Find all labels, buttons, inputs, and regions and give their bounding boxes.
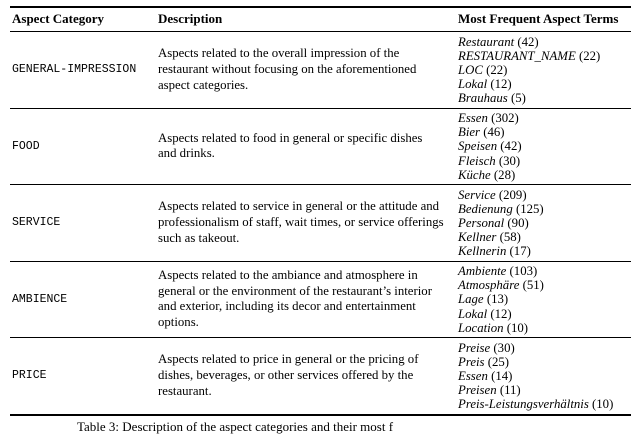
term-text: Ambiente	[458, 264, 507, 279]
term-item	[458, 397, 631, 411]
term-text: LOC	[458, 62, 483, 77]
table-caption: Table 3: Description of the aspect categories and their most f	[77, 419, 394, 434]
aspect-category-label: PRICE	[12, 369, 47, 383]
term-text: Lokal	[458, 77, 488, 92]
term-item	[458, 125, 631, 139]
aspect-category-cell	[10, 34, 156, 106]
description-cell	[156, 34, 456, 106]
term-text: Service	[458, 187, 496, 202]
term-text: Personal	[458, 215, 505, 230]
header-most-frequent-terms: Most Frequent Aspect Terms	[458, 11, 619, 26]
term-text: Preis	[458, 354, 485, 369]
term-count: (90)	[507, 215, 529, 230]
term-count: (302)	[491, 111, 519, 126]
term-item	[458, 168, 631, 182]
table-row	[10, 262, 631, 339]
term-count: (42)	[517, 34, 539, 49]
aspect-category-cell	[10, 111, 156, 183]
description-cell	[156, 264, 456, 336]
aspect-category-cell	[10, 187, 156, 259]
term-item	[458, 188, 631, 202]
term-count: (46)	[483, 125, 505, 140]
term-text: Preise	[458, 340, 491, 355]
aspect-category-cell	[10, 264, 156, 336]
term-count: (30)	[498, 153, 521, 168]
aspect-category-label: FOOD	[12, 139, 40, 153]
terms-cell	[456, 264, 631, 336]
header-aspect-category: Aspect Category	[12, 11, 105, 26]
term-text: Kellnerin	[458, 244, 507, 259]
term-text: Preis-Leistungsverhältnis	[458, 397, 589, 412]
table-row	[10, 109, 631, 186]
term-count: (30)	[493, 340, 515, 355]
term-text: Küche	[458, 167, 491, 182]
term-text: Lokal	[458, 306, 488, 321]
term-count: (22)	[486, 62, 508, 77]
terms-cell	[456, 187, 631, 259]
term-text: Bier	[458, 125, 481, 140]
term-item	[458, 355, 631, 369]
term-item	[458, 91, 631, 105]
term-count: (14)	[491, 368, 513, 383]
term-item	[458, 63, 631, 77]
header-description: Description	[158, 11, 223, 26]
term-text: Preisen	[458, 383, 497, 398]
term-text: Fleisch	[458, 153, 496, 168]
term-count: (42)	[500, 139, 522, 154]
term-text: Lage	[458, 292, 484, 307]
terms-cell	[456, 34, 631, 106]
term-item	[458, 111, 631, 125]
term-count: (25)	[487, 354, 510, 369]
term-item	[458, 264, 631, 278]
term-count: (10)	[506, 320, 529, 335]
term-count: (17)	[509, 244, 531, 259]
term-item	[458, 244, 631, 258]
terms-cell	[456, 340, 631, 412]
description-text: Aspects related to the ambiance and atmosphere in general or the environment of the restaurant’s interior and exterior, including its decor and entertainment options.	[158, 268, 432, 329]
term-item	[458, 216, 631, 230]
description-text: Aspects related to price in general or the pricing of dishes, beverages, or other services offered by the restaurant.	[158, 352, 419, 398]
table-row	[10, 185, 631, 262]
term-text: Location	[458, 320, 504, 335]
term-count: (12)	[490, 77, 512, 92]
term-text: Bedienung	[458, 201, 513, 216]
term-item	[458, 321, 631, 335]
term-count: (13)	[486, 292, 509, 307]
term-text: Atmosphäre	[458, 278, 520, 293]
table-row	[10, 338, 631, 416]
term-count: (5)	[510, 91, 526, 106]
term-item	[458, 383, 631, 397]
term-text: Essen	[458, 111, 488, 126]
term-text: Kellner	[458, 230, 497, 245]
term-item	[458, 202, 631, 216]
term-item	[458, 307, 631, 321]
term-item	[458, 35, 631, 49]
aspect-category-table	[10, 6, 631, 416]
term-item	[458, 369, 631, 383]
terms-cell	[456, 111, 631, 183]
term-count: (51)	[522, 278, 544, 293]
description-text: Aspects related to the overall impression of the restaurant without focusing on the aforementioned aspect categories.	[158, 46, 417, 92]
aspect-category-label: GENERAL-IMPRESSION	[12, 63, 137, 77]
term-item	[458, 230, 631, 244]
term-item	[458, 77, 631, 91]
term-item	[458, 341, 631, 355]
term-text: Speisen	[458, 139, 498, 154]
term-count: (12)	[490, 306, 512, 321]
term-text: Essen	[458, 368, 488, 383]
description-cell	[156, 187, 456, 259]
term-item	[458, 139, 631, 153]
aspect-category-label: SERVICE	[12, 216, 61, 230]
term-text: Brauhaus	[458, 91, 508, 106]
term-count: (58)	[499, 230, 521, 245]
table-row	[10, 32, 631, 109]
aspect-category-cell	[10, 340, 156, 412]
term-item	[458, 49, 631, 63]
term-text: Restaurant	[458, 34, 515, 49]
term-count: (22)	[578, 48, 601, 63]
term-text: RESTAURANT_NAME	[458, 48, 576, 63]
table-header-row	[10, 6, 631, 32]
description-text: Aspects related to service in general or the attitude and professionalism of staff, wait times, or service offerings such as takeout.	[158, 199, 444, 245]
term-item	[458, 292, 631, 306]
term-count: (11)	[499, 383, 521, 398]
term-count: (125)	[515, 201, 544, 216]
aspect-category-label: AMBIENCE	[12, 292, 68, 306]
term-item	[458, 278, 631, 292]
description-cell	[156, 340, 456, 412]
description-text: Aspects related to food in general or specific dishes and drinks.	[158, 130, 423, 161]
description-cell	[156, 111, 456, 183]
term-count: (103)	[509, 264, 538, 279]
term-count: (209)	[498, 187, 527, 202]
term-item	[458, 154, 631, 168]
term-count: (10)	[592, 397, 614, 412]
term-count: (28)	[493, 167, 516, 182]
